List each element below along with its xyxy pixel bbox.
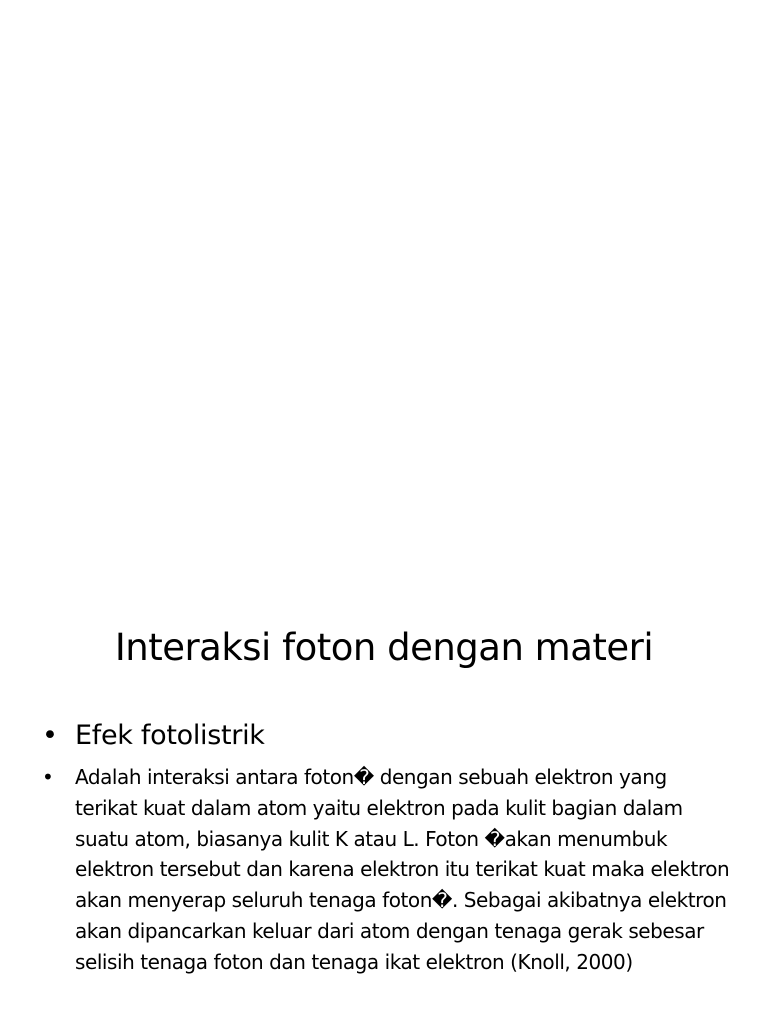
bullet-item-definition [42, 762, 732, 978]
bullet-list [42, 716, 732, 978]
slide-title: Interaksi foton dengan materi [114, 626, 654, 669]
bullet-marker: • [42, 765, 54, 789]
bullet-text: Efek fotolistrik [75, 720, 265, 751]
bullet-item-efek-fotolistrik [42, 716, 732, 756]
bullet-text: Adalah interaksi antara foton� dengan sebuah elektron yang terikat kuat dalam atom yaitu elektron pada kulit bagian dalam suatu atom, biasanya kulit K atau L. Foton �akan menumbuk elektron tersebut dan karena elektron itu terikat kuat maka elektron akan menyerap seluruh tenaga foton�. Sebagai akibatnya elektron akan dipancarkan keluar dari atom dengan tenaga gerak sebesar selisih tenaga foton dan tenaga ikat elektron (Knoll, 2000) [75, 765, 730, 974]
bullet-marker: • [42, 720, 58, 751]
